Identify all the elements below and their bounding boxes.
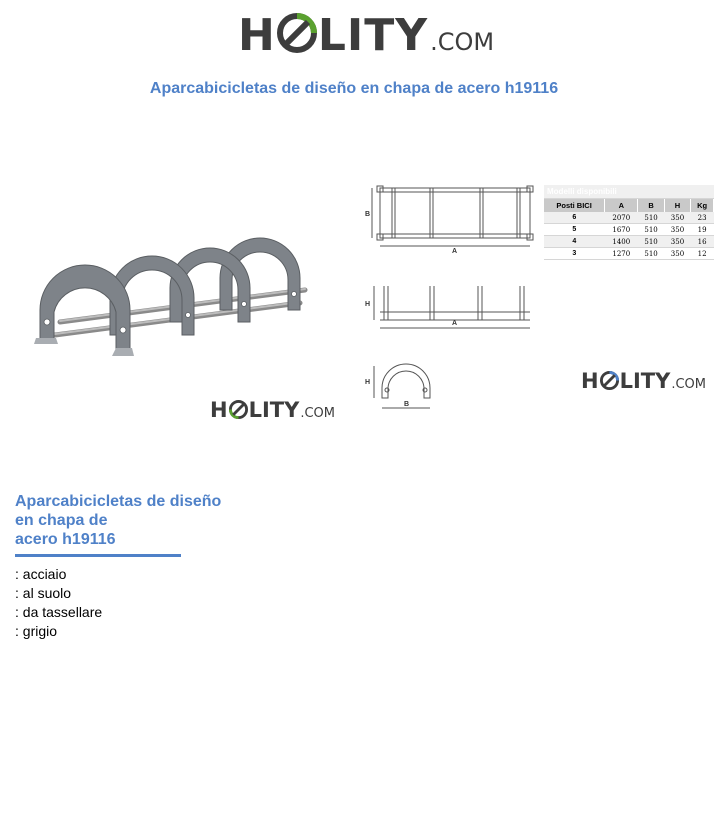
table-header: B (638, 199, 664, 213)
logo-letter-h: H (210, 398, 228, 422)
list-item: : al suolo (15, 585, 72, 601)
logo-letter-h: H (238, 10, 276, 61)
logo-dotcom: .COM (300, 406, 335, 421)
holity-logo-small[interactable] (210, 398, 335, 422)
table-cell: 2070 (605, 212, 638, 224)
models-table (544, 185, 714, 260)
table-row (544, 224, 714, 236)
dim-label-a: A (452, 320, 458, 327)
table-cell: 16 (691, 236, 714, 248)
table-cell: 4 (544, 236, 605, 248)
page-title: Aparcabicicletas de diseño en chapa de acero h19116 (149, 80, 559, 97)
table-cell: 5 (544, 224, 605, 236)
table-cell: 510 (638, 248, 664, 260)
logo-letter-h: H (581, 369, 599, 393)
dim-label-h: H (365, 301, 371, 308)
table-row (544, 248, 714, 260)
table-cell: 510 (638, 236, 664, 248)
table-cell: 12 (691, 248, 714, 260)
logo-o-icon (276, 13, 318, 50)
table-row (544, 212, 714, 224)
logo-dotcom: .COM (430, 28, 495, 56)
section-title-line: acero h19116 (15, 531, 116, 548)
table-cell: 1400 (605, 236, 638, 248)
list-item: : acciaio (15, 566, 67, 582)
table-header: H (664, 199, 690, 213)
table-cell: 19 (691, 224, 714, 236)
holity-logo[interactable] (238, 10, 494, 61)
section-title-line: Aparcabicicletas de diseño (15, 493, 222, 510)
logo-letters: LITY (248, 398, 300, 422)
table-cell: 350 (664, 212, 690, 224)
table-header: A (605, 199, 638, 213)
logo-o-icon (228, 400, 249, 417)
section-title-line: en chapa de (15, 512, 108, 529)
holity-logo-small[interactable] (581, 369, 706, 393)
table-cell: 1670 (605, 224, 638, 236)
table-cell: 350 (664, 248, 690, 260)
table-header: Posti BICI (544, 199, 605, 213)
feature-list (15, 565, 102, 641)
logo-letters: LITY (619, 369, 671, 393)
table-cell: 6 (544, 212, 605, 224)
table-header-row (544, 199, 714, 213)
product-photo (30, 230, 320, 360)
logo-dotcom: .COM (671, 377, 706, 392)
table-cell: 1270 (605, 248, 638, 260)
table-cell: 510 (638, 224, 664, 236)
technical-drawings (362, 178, 542, 418)
logo-letters: LITY (317, 10, 429, 61)
table-cell: 3 (544, 248, 605, 260)
section-divider (15, 554, 181, 557)
table-cell: 350 (664, 224, 690, 236)
table-caption: Modelli disponibili (544, 185, 714, 199)
section-title (15, 492, 255, 549)
dim-label-b: B (365, 211, 371, 218)
table-row (544, 236, 714, 248)
table-header: Kg (691, 199, 714, 213)
table-cell: 510 (638, 212, 664, 224)
list-item: : grigio (15, 623, 58, 639)
dim-label-a: A (452, 248, 458, 255)
table-cell: 350 (664, 236, 690, 248)
dim-label-h: H (365, 379, 371, 386)
list-item: : da tassellare (15, 604, 103, 620)
logo-o-icon (599, 371, 620, 388)
dim-label-b: B (404, 401, 410, 408)
table-cell: 23 (691, 212, 714, 224)
